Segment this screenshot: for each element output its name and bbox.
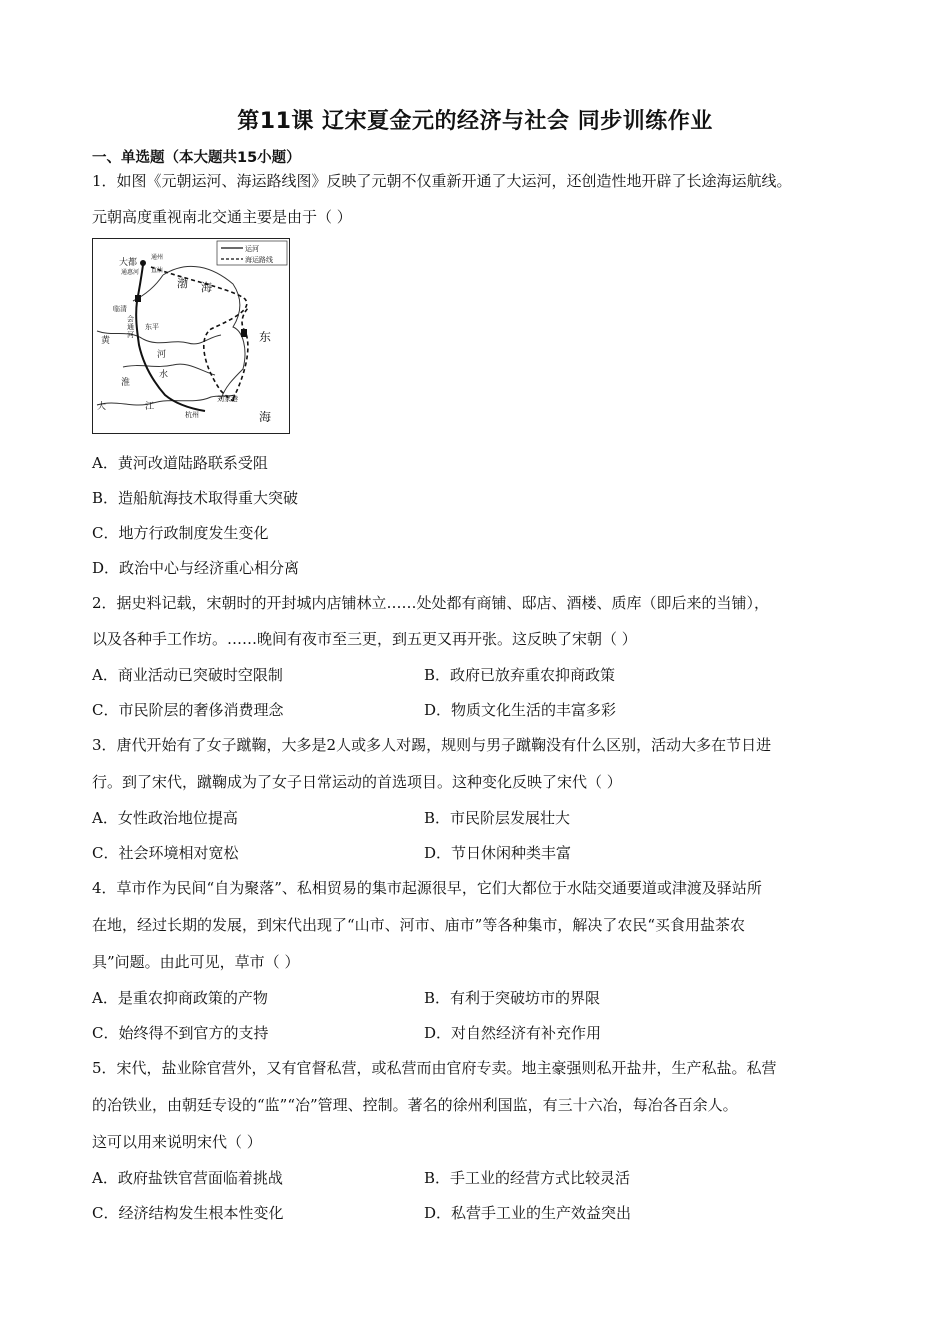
question-5-line-1: 5．宋代，盐业除官营外，又有官督私营，或私营而由官府专卖。地主豪强则私开盐井，生产私盐。私营 [92, 1059, 777, 1077]
question-3-option-a[interactable]: A．女性政治地位提高 [92, 809, 238, 827]
label-he: 河 [127, 331, 134, 339]
question-4-line-1: 4．草市作为民间“自为聚落”、私相贸易的集市起源很早，它们大都位于水陆交通要道或津渡及驿站所 [92, 879, 762, 897]
label-dong: 东 [259, 330, 272, 344]
question-4-option-d[interactable]: D．对自然经济有补充作用 [424, 1024, 602, 1042]
ship-icon-1 [135, 295, 141, 302]
label-shui: 水 [159, 370, 169, 380]
label-he-2: 河 [157, 350, 167, 360]
sea-route-return [233, 307, 249, 399]
dadu-dot [140, 260, 146, 266]
label-zhigu: 直沽 [151, 267, 164, 274]
question-5-line-2: 的冶铁业，由朝廷专设的“监”“冶”管理、控制。著名的徐州利国监，有三十六冶，每冶各百余人。 [92, 1096, 738, 1114]
label-hai-2: 海 [259, 410, 272, 424]
map-drawing [93, 239, 289, 433]
label-da: 大 [97, 402, 107, 412]
question-2-line-1: 2．据史料记载，宋朝时的开封城内店铺林立……处处都有商铺、邸店、酒楼、质库（即后来的当铺）， [92, 594, 770, 612]
question-4-line-3: 具”问题。由此可见，草市（ ） [92, 953, 300, 971]
question-3-line-2: 行。到了宋代，蹴鞠成为了女子日常运动的首选项目。这种变化反映了宋代（ ） [92, 773, 622, 791]
question-4-option-c[interactable]: C．始终得不到官方的支持 [92, 1024, 269, 1042]
question-1-option-b[interactable]: B．造船航海技术取得重大突破 [92, 489, 299, 507]
label-jiang: 江 [145, 402, 155, 412]
legend-sea-label: 海运路线 [245, 256, 273, 264]
question-2-line-2: 以及各种手工作坊。……晚间有夜市至三更，到五更又再开张。这反映了宋朝（ ） [92, 630, 637, 648]
question-4-option-b[interactable]: B．有利于突破坊市的界限 [424, 989, 601, 1007]
question-1-line-1: 1．如图《元朝运河、海运路线图》反映了元朝不仅重新开通了大运河，还创造性地开辟了长途海运航线。 [92, 172, 792, 190]
question-3-option-b[interactable]: B．市民阶层发展壮大 [424, 809, 571, 827]
question-1-option-a[interactable]: A．黄河改道陆路联系受阻 [92, 454, 268, 472]
question-5-option-c[interactable]: C．经济结构发生根本性变化 [92, 1204, 284, 1222]
legend-canal-label: 运河 [245, 245, 259, 253]
grand-canal-route [136, 265, 205, 411]
page-title: 第11课 辽宋夏金元的经济与社会 同步训练作业 [237, 109, 713, 134]
question-5-option-d[interactable]: D．私营手工业的生产效益突出 [424, 1204, 632, 1222]
question-1-option-d[interactable]: D．政治中心与经济重心相分离 [92, 559, 300, 577]
question-2-option-b[interactable]: B．政府已放弃重农抑商政策 [424, 666, 616, 684]
label-liujiagang: 刘家港 [217, 395, 238, 403]
label-huai: 淮 [121, 378, 131, 388]
label-huang: 黄 [101, 336, 111, 346]
question-5-option-a[interactable]: A．政府盐铁官营面临着挑战 [92, 1169, 283, 1187]
question-4-option-a[interactable]: A．是重农抑商政策的产物 [92, 989, 268, 1007]
question-2-option-c[interactable]: C．市民阶层的奢侈消费理念 [92, 701, 284, 719]
question-5-line-3: 这可以用来说明宋代（ ） [92, 1133, 262, 1151]
question-3-option-d[interactable]: D．节日休闲种类丰富 [424, 844, 572, 862]
question-2-option-a[interactable]: A．商业活动已突破时空限制 [92, 666, 283, 684]
label-hai-1: 海 [201, 281, 212, 294]
ship-icon-2 [241, 329, 247, 337]
question-3-line-1: 3．唐代开始有了女子蹴鞠，大多是2人或多人对踢，规则与男子蹴鞠没有什么区别，活动大多在节日进 [92, 736, 772, 754]
question-4-line-2: 在地，经过长期的发展，到宋代出现了“山市、河市、庙市”等各种集市，解决了农民“买食用盐茶农 [92, 916, 746, 934]
label-dadu: 大都 [119, 258, 138, 268]
label-linqing: 临清 [113, 305, 127, 313]
yellow-river [97, 331, 221, 344]
huai-river [123, 364, 215, 375]
question-5-option-b[interactable]: B．手工业的经营方式比较灵活 [424, 1169, 631, 1187]
question-1-option-c[interactable]: C．地方行政制度发生变化 [92, 524, 269, 542]
label-tongzhou: 通州 [151, 254, 164, 261]
label-hangzhou: 杭州 [185, 411, 199, 419]
yuan-canal-sea-route-map [92, 238, 290, 434]
question-1-line-2: 元朝高度重视南北交通主要是由于（ ） [92, 208, 352, 226]
section-heading: 一、单选题（本大题共15小题） [92, 150, 301, 166]
question-2-option-d[interactable]: D．物质文化生活的丰富多彩 [424, 701, 617, 719]
label-tonghuihe: 通惠河 [121, 269, 140, 276]
label-bohai: 渤 [177, 277, 188, 290]
label-dongping: 东平 [145, 323, 159, 331]
label-tong: 通 [127, 323, 134, 331]
question-3-option-c[interactable]: C．社会环境相对宽松 [92, 844, 239, 862]
label-hui: 会 [127, 315, 134, 323]
